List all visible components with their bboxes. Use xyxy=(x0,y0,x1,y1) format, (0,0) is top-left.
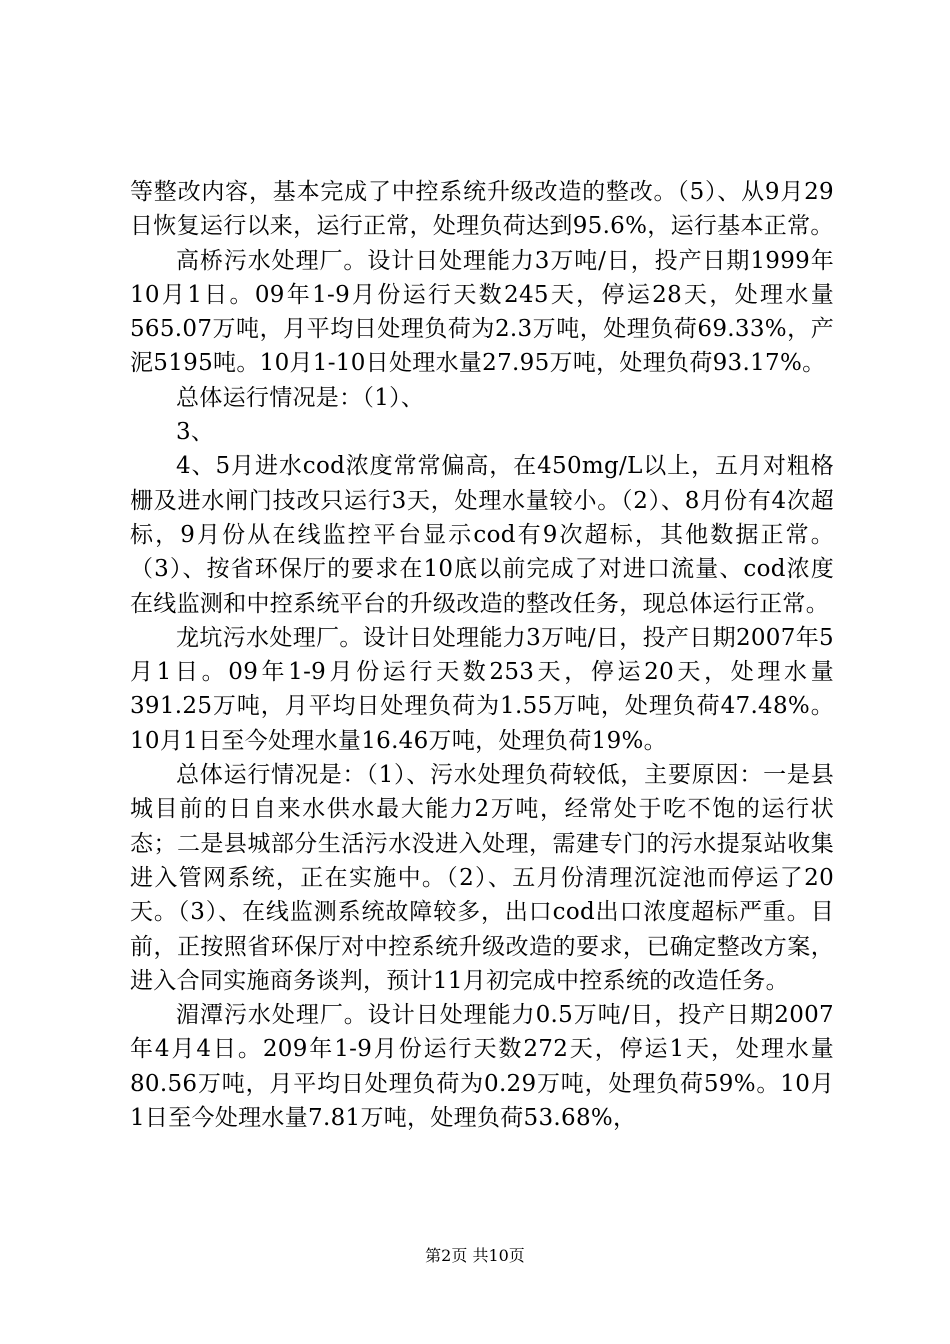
paragraph-3: 总体运行情况是：（1）、 xyxy=(176,384,425,411)
paragraph-6: 龙坑污水处理厂。设计日处理能力3万吨/日，投产日期2007年5月1日。09年1-9月份运行天数253天，停运20天，处理水量391.25万吨，月平均日处理负荷为1.55万吨，处理负荷47.48%。10月1日至今处理水量16.46万吨，处理负荷19%。 xyxy=(130,624,834,754)
paragraph-8: 湄潭污水处理厂。设计日处理能力0.5万吨/日，投产日期2007年4月4日。209年1-9月份运行天数272天，停运1天，处理水量80.56万吨，月平均日处理负荷为0.29万吨，处理负荷59%。10月1日至今处理水量7.81万吨，处理负荷53.68%， xyxy=(130,1002,834,1132)
paragraph-2: 高桥污水处理厂。设计日处理能力3万吨/日，投产日期1999年10月1日。09年1-9月份运行天数245天，停运28天，处理水量565.07万吨，月平均日处理负荷为2.3万吨，处理负荷69.33%，产泥5195吨。10月1-10日处理水量27.95万吨，处理负荷93.17%。 xyxy=(130,247,834,377)
paragraph-7: 总体运行情况是：（1）、污水处理负荷较低，主要原因：一是县城目前的日自来水供水最大能力2万吨，经常处于吃不饱的运行状态；二是县城部分生活污水没进入处理，需建专门的污水提泵站收集进入管网系统，正在实施中。（2）、五月份清理沉淀池而停运了20天。（3）、在线监测系统故障较多，出口cod出口浓度超标严重。目前，正按照省环保厅对中控系统升级改造的要求，已确定整改方案，进入合同实施商务谈判，预计11月初完成中控系统的改造任务。 xyxy=(130,762,834,994)
page-footer: 第2页 共10页 xyxy=(425,1246,525,1265)
paragraph-5: 4、5月进水cod浓度常常偏高，在450mg/L以上，五月对粗格栅及进水闸门技改只运行3天，处理水量较小。（2）、8月份有4次超标，9月份从在线监控平台显示cod有9次超标，其他数据正常。（3）、按省环保厅的要求在10底以前完成了对进口流量、cod浓度在线监测和中控系统平台的升级改造的整改任务，现总体运行正常。 xyxy=(130,453,834,617)
document-body xyxy=(130,175,834,1135)
paragraph-4: 3、 xyxy=(176,419,215,446)
paragraph-1: 等整改内容，基本完成了中控系统升级改造的整改。（5）、从9月29日恢复运行以来，运行正常，处理负荷达到95.6%，运行基本正常。 xyxy=(130,179,834,240)
